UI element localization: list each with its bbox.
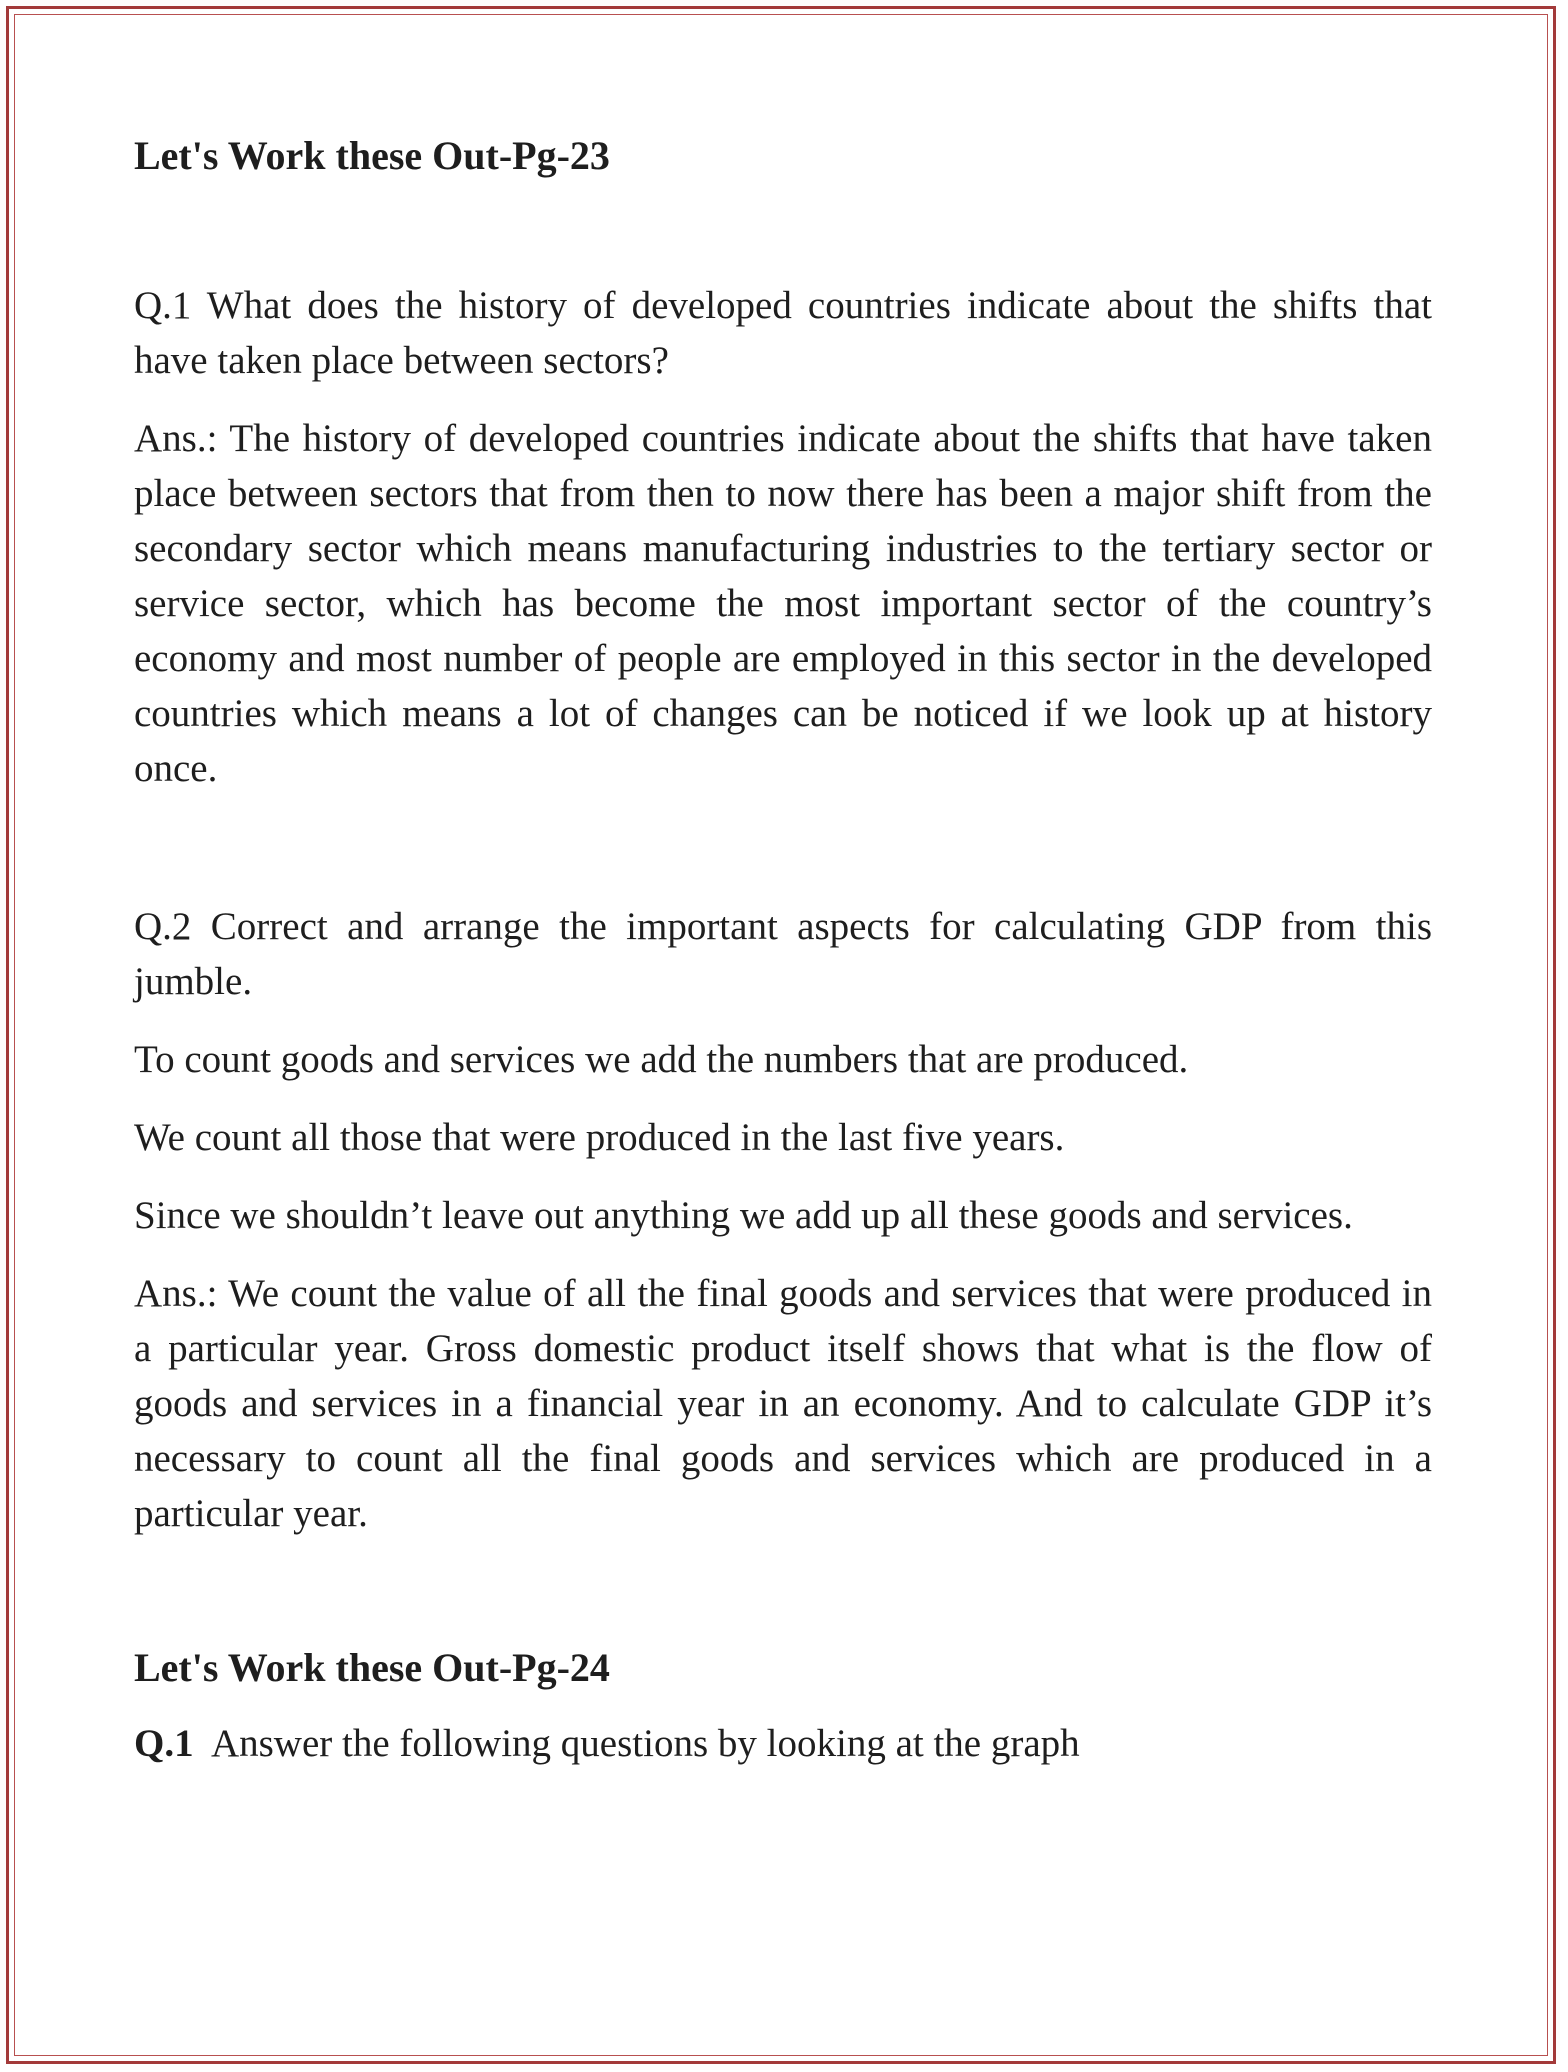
section-heading-pg24: Let's Work these Out-Pg-24 (134, 1645, 610, 1690)
question-1-pg23: Q.1 What does the history of developed countries indicate about the shifts that have taken place between sectors? (134, 284, 1432, 382)
question-text: Answer the following questions by looking at the graph (210, 1722, 1080, 1765)
jumble-line-3: Since we shouldn’t leave out anything we add up all these goods and services. (134, 1194, 1353, 1237)
question-label: Q.1 (134, 1722, 194, 1765)
answer-2-pg23: Ans.: We count the value of all the final goods and services that were produced in a particular year. Gross domestic product itself shows that what is the flow of goods and services in a financial year in an economy. And to calculate GDP it’s necessary to count all the final goods and services which are produced in a particular year. (134, 1272, 1432, 1535)
question-2-pg23: Q.2 Correct and arrange the important aspects for calculating GDP from this jumble. (134, 905, 1432, 1003)
answer-1-pg23: Ans.: The history of developed countries indicate about the shifts that have taken place between sectors that from then to now there has been a major shift from the secondary sector which means manufacturing industries to the tertiary sector or service sector, which has become the most important sector of the country’s economy and most number of people are employed in this sector in the developed countries which means a lot of changes can be noticed if we look up at history once. (134, 417, 1432, 790)
jumble-line-1: To count goods and services we add the numbers that are produced. (134, 1038, 1189, 1081)
section-heading-pg23: Let's Work these Out-Pg-23 (134, 133, 610, 178)
document-body (134, 128, 1432, 1771)
question-1-pg24 (134, 1716, 1432, 1771)
jumble-line-2: We count all those that were produced in the last five years. (134, 1116, 1065, 1159)
